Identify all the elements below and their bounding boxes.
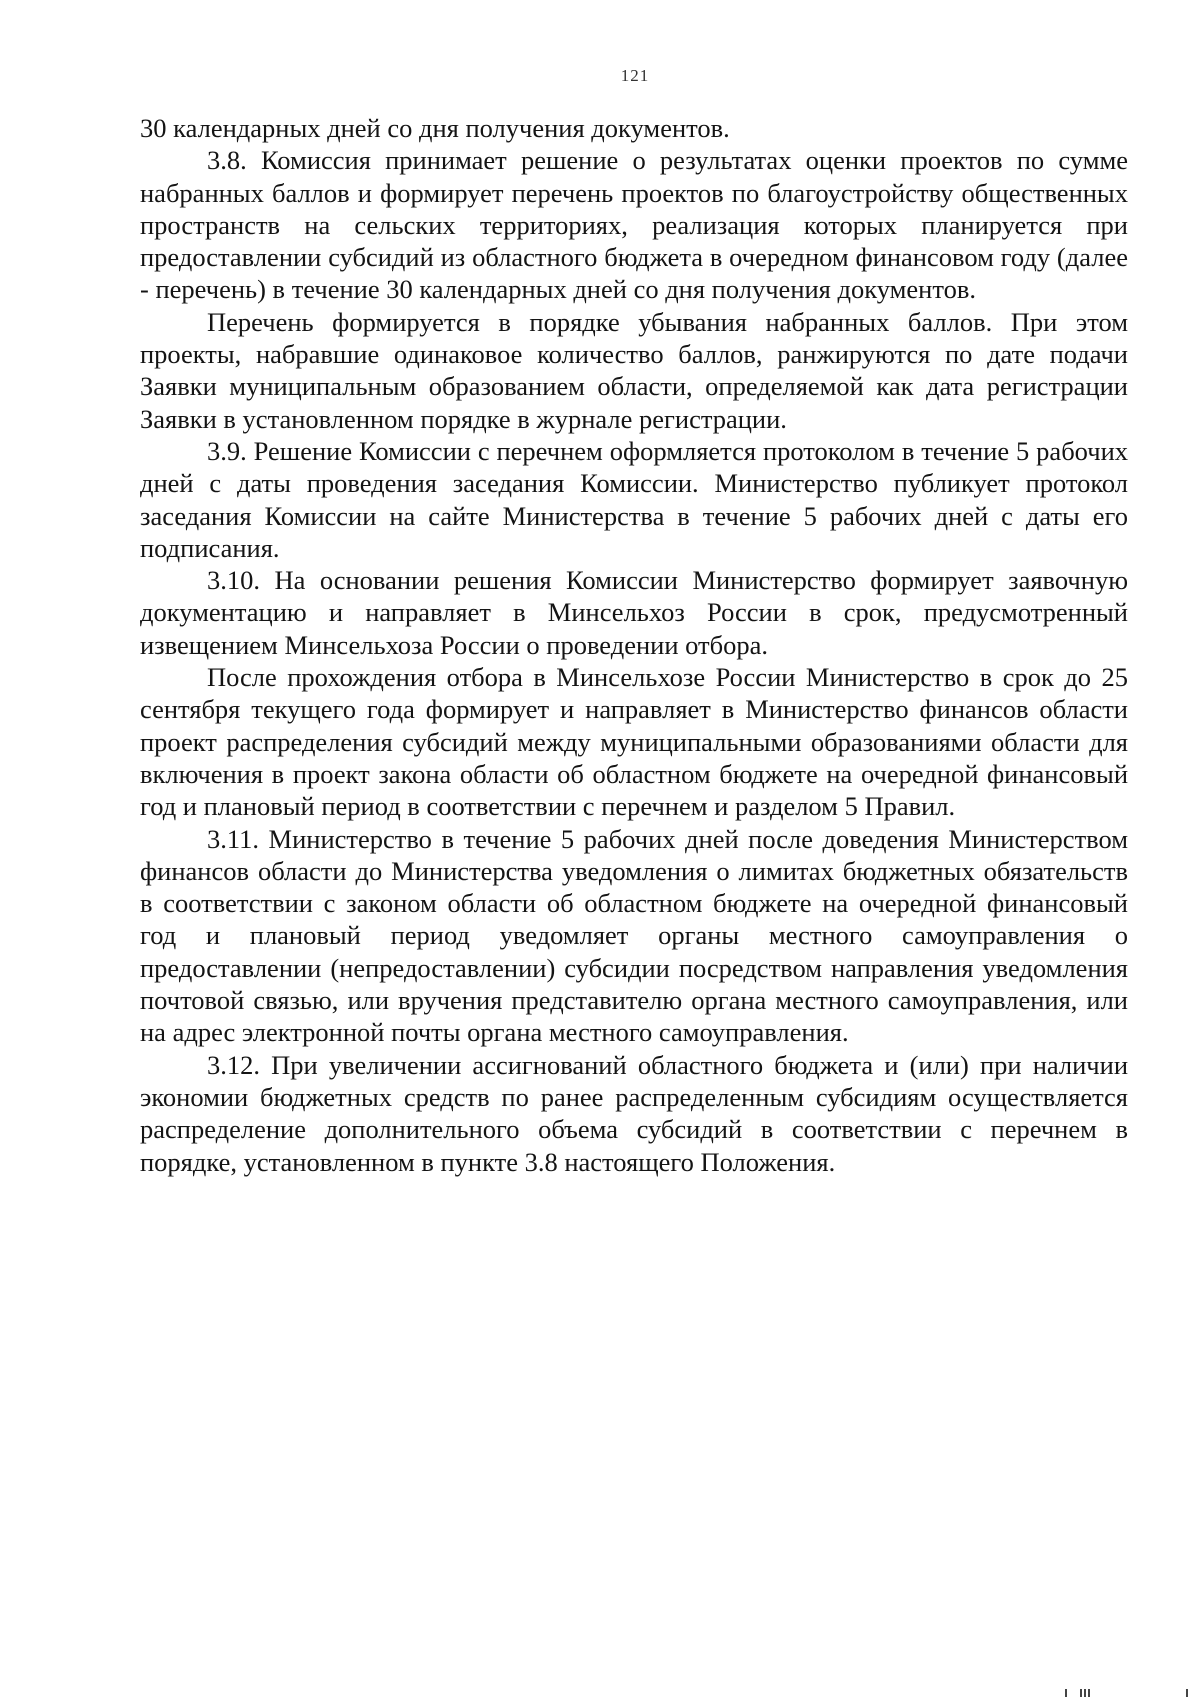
paragraph-3-11: 3.11. Министерство в течение 5 рабочих дней после доведения Министерством финансов области до Министерства уведомления о лимитах бюджетных обязательств в соответствии с законом области об областном бюджете на очередной финансовый год и плановый период уведомляет органы местного самоуправления о предоставлении (непредоставлении) субсидии посредством направления уведомления почтовой связью, или вручения представителю органа местного самоуправления, или на адрес электронной почты органа местного самоуправления. — [140, 823, 1128, 1048]
page-number: 121 — [620, 66, 650, 85]
scan-artifact-marks — [1000, 1685, 1200, 1697]
paragraph-3-8: 3.8. Комиссия принимает решение о результатах оценки проектов по сумме набранных баллов и формирует перечень проектов по благоустройству общественных пространств на сельских территориях, реализация которых планируется при предоставлении субсидий из областного бюджета в очередном финансовом году (далее - перечень) в течение 30 календарных дней со дня получения документов. — [140, 145, 1128, 305]
paragraph-after-selection: После прохождения отбора в Минсельхозе России Министерство в срок до 25 сентября текущего года формирует и направляет в Министерство финансов области проект распределения субсидий между муниципальными образованиями области для включения в проект закона области об областном бюджете на очередной финансовый год и плановый период в соответствии с перечнем и разделом 5 Правил. — [140, 662, 1128, 822]
document-body — [140, 112, 1128, 1178]
paragraph-3-12: 3.12. При увеличении ассигнований областного бюджета и (или) при наличии экономии бюджетных средств по ранее распределенным субсидиям осуществляется распределение дополнительного объема субсидий в соответствии с перечнем в порядке, установленном в пункте 3.8 настоящего Положения. — [140, 1049, 1128, 1177]
paragraph-3-9: 3.9. Решение Комиссии с перечнем оформляется протоколом в течение 5 рабочих дней с даты проведения заседания Комиссии. Министерство публикует протокол заседания Комиссии на сайте Министерства в течение 5 рабочих дней с даты его подписания. — [140, 435, 1128, 563]
paragraph-continuation: 30 календарных дней со дня получения документов. — [140, 113, 730, 143]
paragraph-3-10: 3.10. На основании решения Комиссии Министерство формирует заявочную документацию и направляет в Минсельхоз России в срок, предусмотренный извещением Минсельхоза России о проведении отбора. — [140, 565, 1128, 660]
paragraph-list-ordering: Перечень формируется в порядке убывания набранных баллов. При этом проекты, набравшие одинаковое количество баллов, ранжируются по дате подачи Заявки муниципальным образованием области, определяемой как дата регистрации Заявки в установленном порядке в журнале регистрации. — [140, 306, 1128, 434]
